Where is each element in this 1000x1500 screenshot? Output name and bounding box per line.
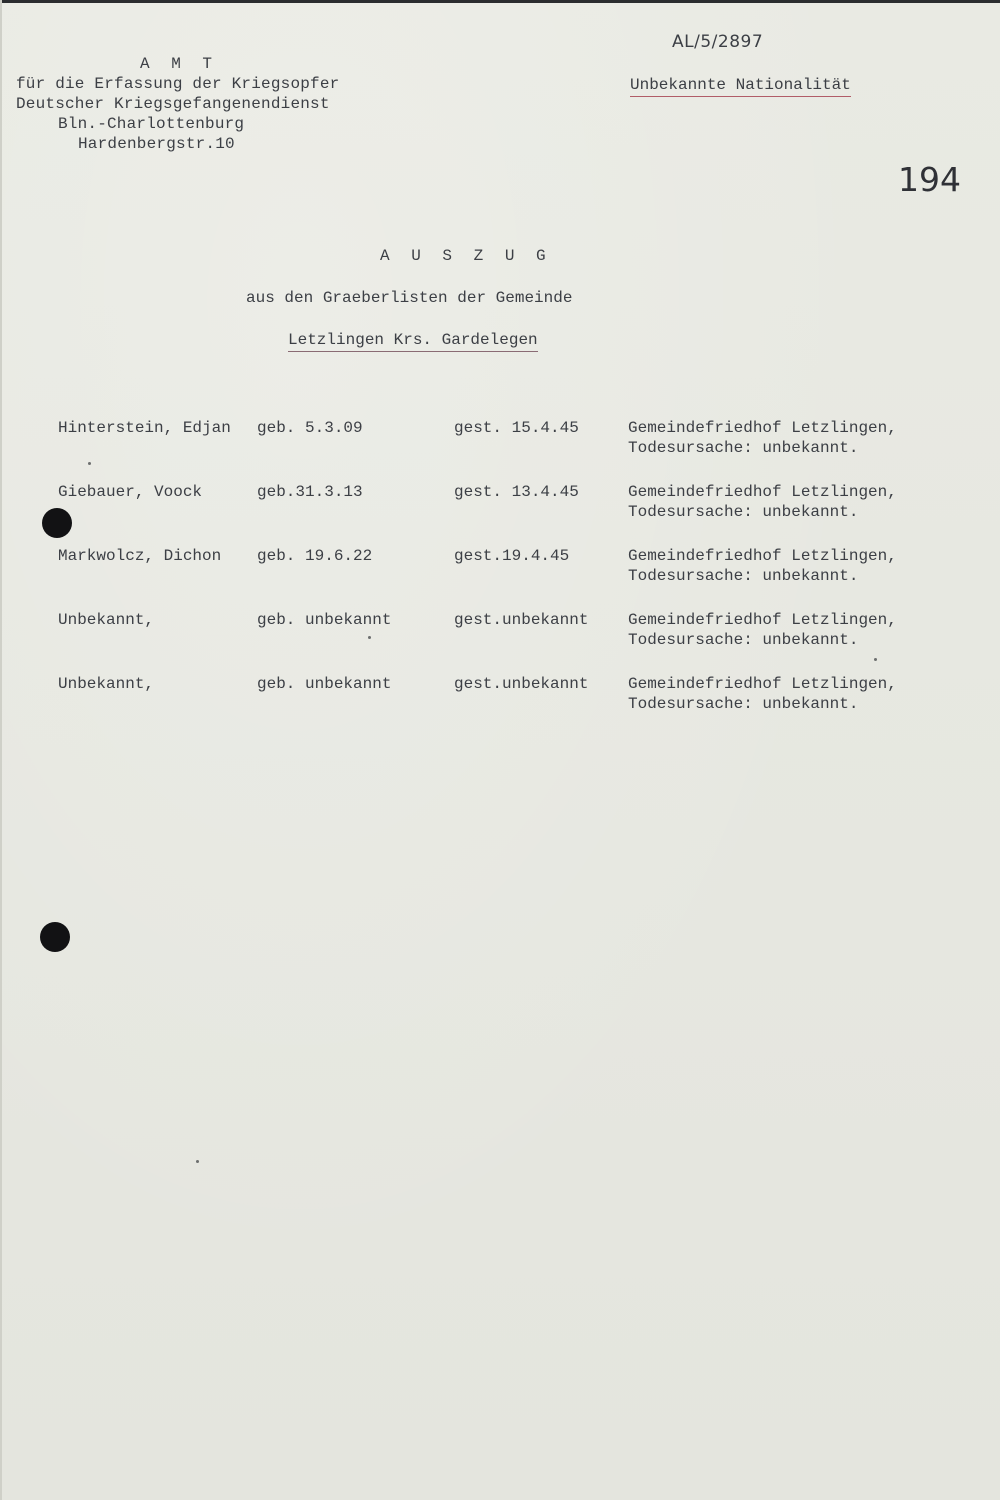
record-burial-place: Gemeindefriedhof Letzlingen, xyxy=(628,419,897,437)
paper-speck xyxy=(368,636,371,639)
punch-hole xyxy=(40,922,70,952)
record-name: Hinterstein, Edjan xyxy=(58,419,231,437)
document-subtitle: aus den Graeberlisten der Gemeinde xyxy=(246,289,573,307)
left-edge xyxy=(0,0,2,1500)
record-birth: geb. 5.3.09 xyxy=(257,419,363,437)
record-name: Unbekannt, xyxy=(58,675,155,693)
record-burial-place: Gemeindefriedhof Letzlingen, xyxy=(628,611,897,629)
top-edge xyxy=(0,0,1000,3)
record-row xyxy=(58,674,958,738)
sender-purpose: für die Erfassung der Kriegsopfer xyxy=(16,75,340,93)
page-number: 194 xyxy=(898,160,961,199)
sender-office: A M T xyxy=(140,55,219,73)
nationality-note: Unbekannte Nationalität xyxy=(630,76,851,97)
cemetery-location: Letzlingen Krs. Gardelegen xyxy=(288,331,538,352)
sender-service: Deutscher Kriegsgefangenendienst xyxy=(16,95,330,113)
record-cause-of-death: Todesursache: unbekannt. xyxy=(628,439,859,457)
record-cause-of-death: Todesursache: unbekannt. xyxy=(628,695,859,713)
record-name: Markwolcz, Dichon xyxy=(58,547,222,565)
record-row xyxy=(58,418,958,482)
record-birth: geb. 19.6.22 xyxy=(257,547,373,565)
record-birth: geb.31.3.13 xyxy=(257,483,363,501)
paper-speck xyxy=(88,462,91,465)
record-death: gest. 13.4.45 xyxy=(454,483,579,501)
record-row xyxy=(58,610,958,674)
paper-speck xyxy=(874,658,877,661)
record-name: Giebauer, Voock xyxy=(58,483,203,501)
punch-hole xyxy=(42,508,72,538)
record-cause-of-death: Todesursache: unbekannt. xyxy=(628,567,859,585)
record-death: gest.unbekannt xyxy=(454,611,589,629)
sender-street: Hardenbergstr.10 xyxy=(78,135,235,153)
file-number: AL/5/2897 xyxy=(672,32,764,52)
record-cause-of-death: Todesursache: unbekannt. xyxy=(628,631,859,649)
record-burial-place: Gemeindefriedhof Letzlingen, xyxy=(628,483,897,501)
grave-records xyxy=(58,418,958,738)
record-burial-place: Gemeindefriedhof Letzlingen, xyxy=(628,675,897,693)
record-row xyxy=(58,546,958,610)
record-death: gest.unbekannt xyxy=(454,675,589,693)
record-row xyxy=(58,482,958,546)
record-cause-of-death: Todesursache: unbekannt. xyxy=(628,503,859,521)
paper-speck xyxy=(196,1160,199,1163)
record-death: gest.19.4.45 xyxy=(454,547,570,565)
document-title: A U S Z U G xyxy=(380,247,552,265)
record-birth: geb. unbekannt xyxy=(257,611,392,629)
record-birth: geb. unbekannt xyxy=(257,675,392,693)
record-death: gest. 15.4.45 xyxy=(454,419,579,437)
record-name: Unbekannt, xyxy=(58,611,155,629)
sender-block xyxy=(16,54,339,154)
sender-city: Bln.-Charlottenburg xyxy=(58,115,245,133)
record-burial-place: Gemeindefriedhof Letzlingen, xyxy=(628,547,897,565)
